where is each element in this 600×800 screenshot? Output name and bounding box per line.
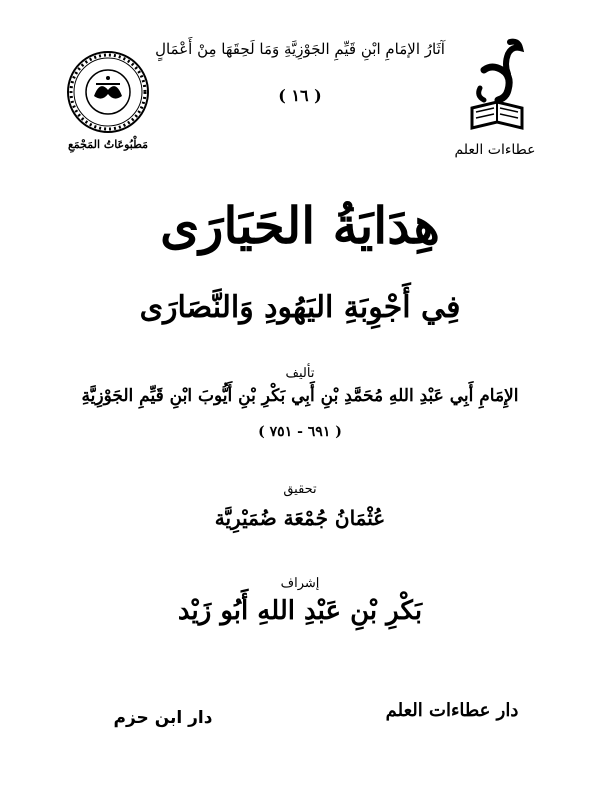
- author-name: الإِمَامِ أَبِي عَبْدِ اللهِ مُحَمَّدِ بْنِ أَبِي بَكْرِ بْنِ أَيُّوبَ ابْنِ قَيِّمِ الجَوْزِيَّةِ: [81, 386, 519, 406]
- academy-seal-icon: [66, 50, 150, 134]
- supervisor-name: بَكْرِ بْنِ عَبْدِ اللهِ أَبُو زَيْد: [177, 596, 423, 626]
- book-subtitle: فِي أَجْوِبَةِ اليَهُودِ وَالنَّصَارَى: [139, 290, 461, 325]
- publisher-left: دار ابن حزم: [113, 708, 213, 728]
- publisher-right: دار عطاءات العلم: [385, 700, 519, 721]
- author-label: تأليف: [285, 366, 315, 381]
- book-title: هِدَايَةُ الحَيَارَى: [160, 196, 440, 255]
- seal-caption: مَطْبُوعَاتُ المَجْمَعِ: [67, 138, 149, 151]
- supervisor-label: إشراف: [280, 576, 320, 591]
- logo-caption: عطاءات العلم: [454, 142, 536, 158]
- editor-label: تحقيق: [283, 482, 317, 497]
- series-number: ( ١٦ ): [278, 86, 322, 105]
- publisher-logo-icon: [462, 34, 532, 134]
- series-title: آثَارُ الإمَامِ ابْنِ قَيِّمِ الجَوْزِيَّةِ وَمَا لَحِقَهَا مِنْ أَعْمَالٍ: [155, 40, 445, 58]
- editor-name: عُثْمَانُ جُمْعَة ضُمَيْرِيَّة: [214, 506, 386, 530]
- author-dates: ( ٦٩١ - ٧٥١ ): [258, 424, 342, 440]
